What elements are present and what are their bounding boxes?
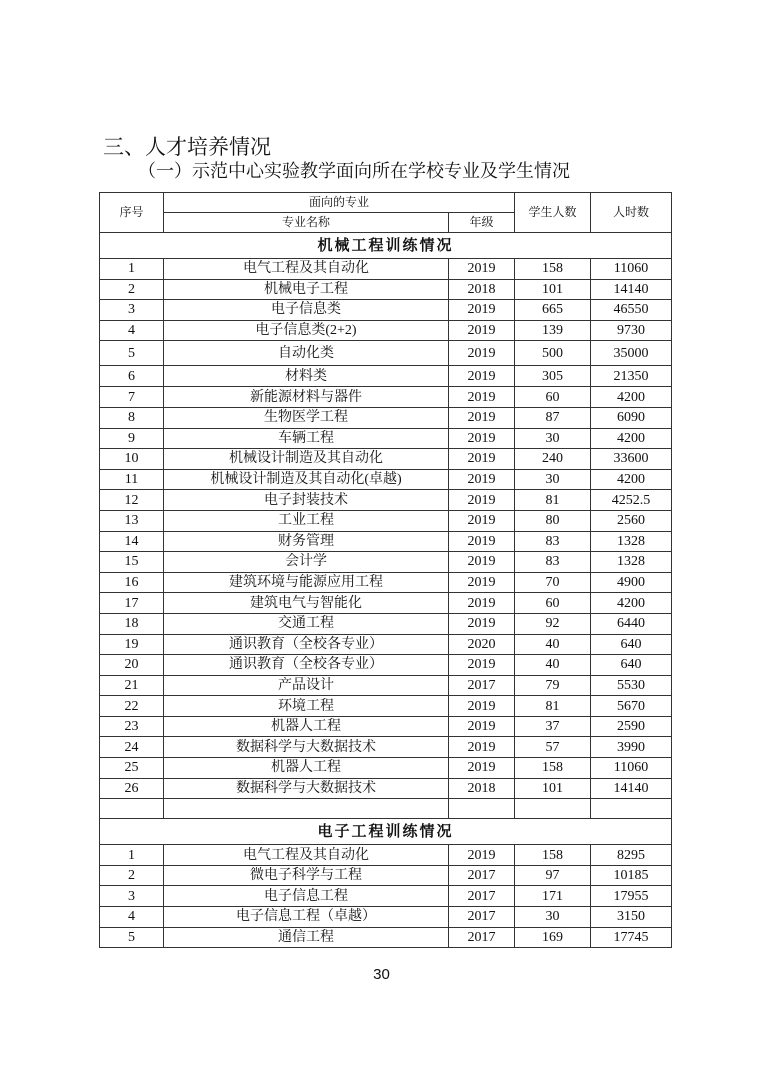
row-students: 83 xyxy=(515,552,591,573)
row-hours: 4200 xyxy=(591,428,672,449)
blank-cell xyxy=(164,799,449,819)
row-year: 2017 xyxy=(449,675,515,696)
table-row xyxy=(100,428,672,449)
row-index: 3 xyxy=(100,300,164,321)
row-major: 环境工程 xyxy=(164,696,449,717)
table-row xyxy=(100,675,672,696)
row-year: 2017 xyxy=(449,865,515,886)
header-year: 年级 xyxy=(449,213,515,233)
row-students: 87 xyxy=(515,407,591,428)
row-index: 1 xyxy=(100,845,164,866)
row-major: 新能源材料与器件 xyxy=(164,387,449,408)
row-index: 21 xyxy=(100,675,164,696)
table-row xyxy=(100,634,672,655)
row-hours: 46550 xyxy=(591,300,672,321)
row-major: 电子信息工程 xyxy=(164,886,449,907)
row-index: 23 xyxy=(100,716,164,737)
row-year: 2019 xyxy=(449,449,515,470)
row-year: 2019 xyxy=(449,613,515,634)
row-major: 数据科学与大数据技术 xyxy=(164,778,449,799)
row-index: 8 xyxy=(100,407,164,428)
page-number: 30 xyxy=(373,966,390,983)
row-hours: 3990 xyxy=(591,737,672,758)
table-row xyxy=(100,907,672,928)
row-index: 2 xyxy=(100,279,164,300)
row-index: 24 xyxy=(100,737,164,758)
row-students: 305 xyxy=(515,366,591,387)
table-row xyxy=(100,279,672,300)
row-hours: 5670 xyxy=(591,696,672,717)
row-students: 83 xyxy=(515,531,591,552)
row-index: 18 xyxy=(100,613,164,634)
row-major: 会计学 xyxy=(164,552,449,573)
row-students: 139 xyxy=(515,320,591,341)
table-row xyxy=(100,778,672,799)
row-year: 2017 xyxy=(449,886,515,907)
row-students: 40 xyxy=(515,655,591,676)
row-students: 240 xyxy=(515,449,591,470)
row-year: 2018 xyxy=(449,778,515,799)
row-major: 建筑环境与能源应用工程 xyxy=(164,572,449,593)
row-hours: 1328 xyxy=(591,552,672,573)
row-hours: 6090 xyxy=(591,407,672,428)
row-index: 22 xyxy=(100,696,164,717)
row-hours: 4200 xyxy=(591,387,672,408)
section-title: 机械工程训练情况 xyxy=(100,233,672,259)
section-heading: 三、人才培养情况 xyxy=(103,135,271,159)
table-row xyxy=(100,613,672,634)
table-row xyxy=(100,696,672,717)
row-hours: 17955 xyxy=(591,886,672,907)
row-students: 171 xyxy=(515,886,591,907)
row-major: 财务管理 xyxy=(164,531,449,552)
training-table xyxy=(99,192,672,948)
header-students: 学生人数 xyxy=(515,193,591,233)
table-row xyxy=(100,387,672,408)
row-major: 材料类 xyxy=(164,366,449,387)
row-year: 2017 xyxy=(449,927,515,948)
row-students: 60 xyxy=(515,593,591,614)
row-major: 车辆工程 xyxy=(164,428,449,449)
row-major: 工业工程 xyxy=(164,510,449,531)
row-students: 30 xyxy=(515,907,591,928)
table-row xyxy=(100,531,672,552)
blank-row xyxy=(100,799,672,819)
row-hours: 8295 xyxy=(591,845,672,866)
row-index: 17 xyxy=(100,593,164,614)
row-students: 158 xyxy=(515,259,591,280)
row-hours: 5530 xyxy=(591,675,672,696)
row-major: 电子信息工程（卓越） xyxy=(164,907,449,928)
table-row xyxy=(100,407,672,428)
row-hours: 10185 xyxy=(591,865,672,886)
row-year: 2019 xyxy=(449,696,515,717)
row-hours: 3150 xyxy=(591,907,672,928)
row-hours: 4900 xyxy=(591,572,672,593)
row-year: 2019 xyxy=(449,366,515,387)
row-students: 92 xyxy=(515,613,591,634)
row-major: 通识教育（全校各专业） xyxy=(164,655,449,676)
blank-cell xyxy=(449,799,515,819)
row-hours: 4252.5 xyxy=(591,490,672,511)
row-year: 2017 xyxy=(449,907,515,928)
row-year: 2019 xyxy=(449,737,515,758)
table-row xyxy=(100,716,672,737)
blank-cell xyxy=(100,799,164,819)
row-hours: 21350 xyxy=(591,366,672,387)
row-students: 158 xyxy=(515,845,591,866)
table-row xyxy=(100,320,672,341)
row-index: 2 xyxy=(100,865,164,886)
row-index: 16 xyxy=(100,572,164,593)
table-row xyxy=(100,845,672,866)
row-index: 19 xyxy=(100,634,164,655)
row-index: 26 xyxy=(100,778,164,799)
row-hours: 640 xyxy=(591,655,672,676)
row-index: 7 xyxy=(100,387,164,408)
row-major: 数据科学与大数据技术 xyxy=(164,737,449,758)
subsection-heading: （一）示范中心实验教学面向所在学校专业及学生情况 xyxy=(138,161,570,182)
table-row xyxy=(100,572,672,593)
row-students: 169 xyxy=(515,927,591,948)
row-major: 机器人工程 xyxy=(164,716,449,737)
row-hours: 11060 xyxy=(591,758,672,779)
header-index: 序号 xyxy=(100,193,164,233)
row-major: 建筑电气与智能化 xyxy=(164,593,449,614)
row-year: 2020 xyxy=(449,634,515,655)
row-index: 11 xyxy=(100,469,164,490)
row-major: 交通工程 xyxy=(164,613,449,634)
row-major: 微电子科学与工程 xyxy=(164,865,449,886)
table-row xyxy=(100,510,672,531)
row-year: 2019 xyxy=(449,552,515,573)
row-year: 2019 xyxy=(449,320,515,341)
table-row xyxy=(100,490,672,511)
row-hours: 9730 xyxy=(591,320,672,341)
row-students: 37 xyxy=(515,716,591,737)
row-index: 15 xyxy=(100,552,164,573)
row-hours: 4200 xyxy=(591,469,672,490)
row-index: 5 xyxy=(100,927,164,948)
row-major: 机械电子工程 xyxy=(164,279,449,300)
header-major-group: 面向的专业 xyxy=(164,193,515,213)
row-hours: 11060 xyxy=(591,259,672,280)
table-row xyxy=(100,886,672,907)
table-row xyxy=(100,865,672,886)
blank-cell xyxy=(591,799,672,819)
row-students: 158 xyxy=(515,758,591,779)
row-hours: 6440 xyxy=(591,613,672,634)
table-row xyxy=(100,469,672,490)
row-students: 665 xyxy=(515,300,591,321)
row-students: 97 xyxy=(515,865,591,886)
table-row xyxy=(100,449,672,470)
row-index: 12 xyxy=(100,490,164,511)
row-students: 81 xyxy=(515,696,591,717)
section-title: 电子工程训练情况 xyxy=(100,819,672,845)
row-year: 2019 xyxy=(449,593,515,614)
section-title-row xyxy=(100,819,672,845)
row-year: 2019 xyxy=(449,845,515,866)
row-major: 生物医学工程 xyxy=(164,407,449,428)
blank-cell xyxy=(515,799,591,819)
row-year: 2019 xyxy=(449,490,515,511)
header-major-name: 专业名称 xyxy=(164,213,449,233)
table-row xyxy=(100,300,672,321)
row-major: 机器人工程 xyxy=(164,758,449,779)
row-index: 9 xyxy=(100,428,164,449)
row-hours: 14140 xyxy=(591,279,672,300)
row-index: 20 xyxy=(100,655,164,676)
row-hours: 33600 xyxy=(591,449,672,470)
row-index: 10 xyxy=(100,449,164,470)
row-major: 通识教育（全校各专业） xyxy=(164,634,449,655)
row-major: 机械设计制造及其自动化(卓越) xyxy=(164,469,449,490)
row-year: 2019 xyxy=(449,469,515,490)
row-year: 2019 xyxy=(449,259,515,280)
table-row xyxy=(100,552,672,573)
table-row xyxy=(100,341,672,366)
table-body xyxy=(100,193,672,948)
row-index: 4 xyxy=(100,320,164,341)
row-hours: 14140 xyxy=(591,778,672,799)
row-students: 30 xyxy=(515,428,591,449)
row-year: 2019 xyxy=(449,572,515,593)
row-year: 2019 xyxy=(449,510,515,531)
row-hours: 4200 xyxy=(591,593,672,614)
row-year: 2019 xyxy=(449,716,515,737)
row-major: 自动化类 xyxy=(164,341,449,366)
row-year: 2018 xyxy=(449,279,515,300)
row-year: 2019 xyxy=(449,758,515,779)
table-row xyxy=(100,737,672,758)
row-major: 通信工程 xyxy=(164,927,449,948)
table-row xyxy=(100,593,672,614)
table-row xyxy=(100,758,672,779)
row-major: 电气工程及其自动化 xyxy=(164,845,449,866)
row-students: 79 xyxy=(515,675,591,696)
row-year: 2019 xyxy=(449,387,515,408)
row-year: 2019 xyxy=(449,341,515,366)
row-index: 3 xyxy=(100,886,164,907)
row-year: 2019 xyxy=(449,531,515,552)
row-hours: 35000 xyxy=(591,341,672,366)
row-major: 电子封装技术 xyxy=(164,490,449,511)
table-row xyxy=(100,366,672,387)
row-hours: 17745 xyxy=(591,927,672,948)
row-students: 57 xyxy=(515,737,591,758)
row-index: 14 xyxy=(100,531,164,552)
row-year: 2019 xyxy=(449,428,515,449)
row-students: 40 xyxy=(515,634,591,655)
table-row xyxy=(100,259,672,280)
row-major: 电气工程及其自动化 xyxy=(164,259,449,280)
table-row xyxy=(100,927,672,948)
header-hours: 人时数 xyxy=(591,193,672,233)
row-students: 60 xyxy=(515,387,591,408)
row-major: 电子信息类 xyxy=(164,300,449,321)
row-major: 电子信息类(2+2) xyxy=(164,320,449,341)
row-index: 25 xyxy=(100,758,164,779)
row-hours: 640 xyxy=(591,634,672,655)
row-hours: 2590 xyxy=(591,716,672,737)
row-students: 80 xyxy=(515,510,591,531)
row-students: 101 xyxy=(515,778,591,799)
row-students: 81 xyxy=(515,490,591,511)
row-hours: 2560 xyxy=(591,510,672,531)
row-index: 6 xyxy=(100,366,164,387)
row-year: 2019 xyxy=(449,407,515,428)
row-index: 13 xyxy=(100,510,164,531)
section-title-row xyxy=(100,233,672,259)
row-index: 5 xyxy=(100,341,164,366)
row-year: 2019 xyxy=(449,655,515,676)
row-major: 产品设计 xyxy=(164,675,449,696)
row-index: 1 xyxy=(100,259,164,280)
table-row xyxy=(100,655,672,676)
row-students: 500 xyxy=(515,341,591,366)
header-row-top xyxy=(100,193,672,213)
row-students: 30 xyxy=(515,469,591,490)
row-year: 2019 xyxy=(449,300,515,321)
row-hours: 1328 xyxy=(591,531,672,552)
row-index: 4 xyxy=(100,907,164,928)
row-major: 机械设计制造及其自动化 xyxy=(164,449,449,470)
row-students: 70 xyxy=(515,572,591,593)
row-students: 101 xyxy=(515,279,591,300)
